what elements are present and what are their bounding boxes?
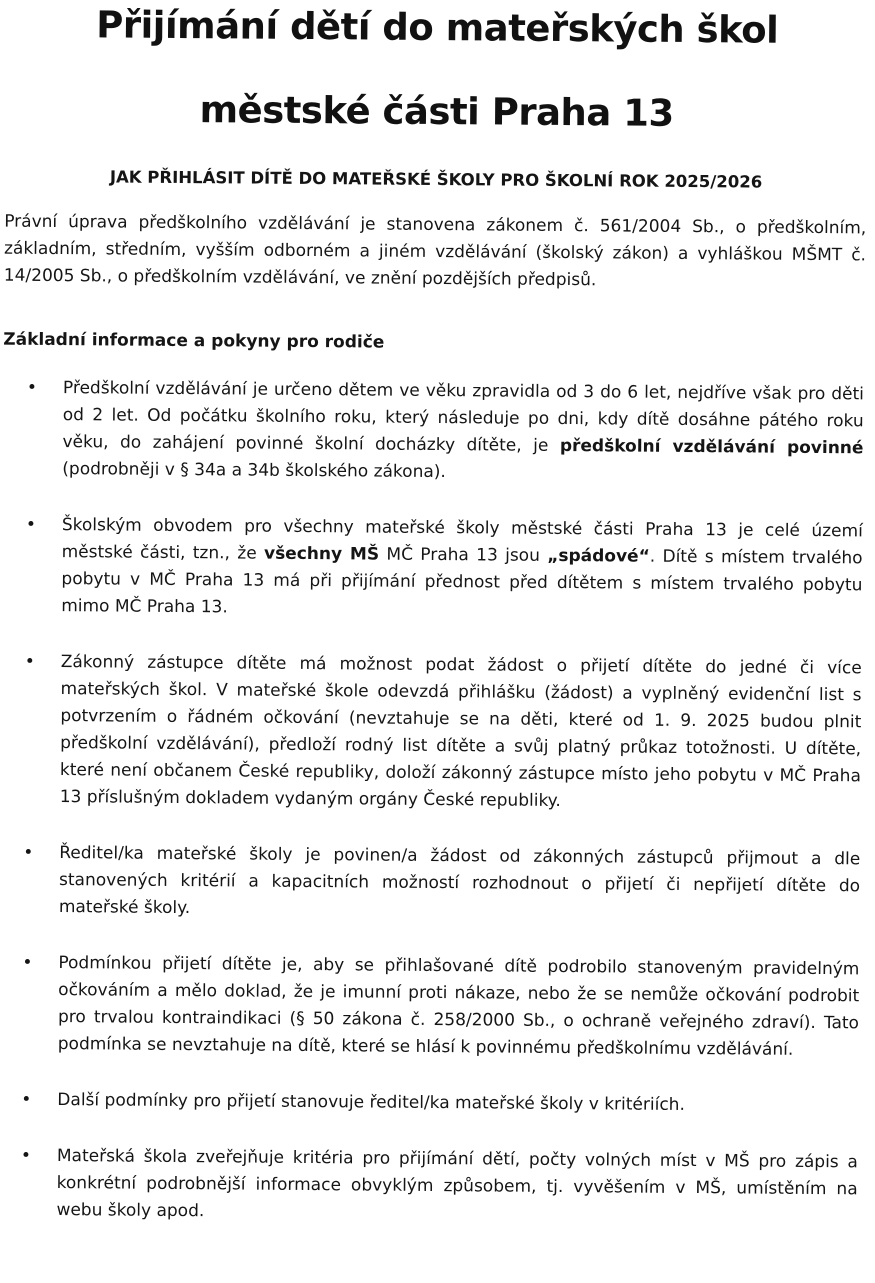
bullet-icon: • [26, 377, 38, 398]
rule-emphasis: předškolní vzdělávání povinné [559, 435, 864, 459]
rule-text: Ředitel/ka mateřské školy je povinen/a žádost od zákonných zástupců přijmout a dle stanovených kritérií a kapacitních možností rozhodnout o přijetí či nepřijetí dítěte do mateřské školy. [58, 843, 861, 919]
bullet-icon: • [24, 651, 35, 672]
bullet-icon: • [20, 1145, 32, 1166]
rule-text: Školským obvodem pro všechny mateřské školy městské části Praha 13 je celé území městské části, tzn., že [61, 515, 863, 564]
document-title-line-1: Přijímání dětí do mateřských škol [96, 3, 779, 52]
rules-list [12, 375, 864, 1260]
rule-emphasis: všechny MŠ [263, 543, 380, 565]
rule-text: MČ Praha 13 jsou [379, 544, 548, 566]
rule-item-7 [12, 1143, 858, 1231]
rule-emphasis: „spádové“ [547, 545, 650, 567]
rule-text: Další podmínky pro přijetí stanovuje ředitel/ka mateřské školy v kritériích. [57, 1090, 685, 1115]
rule-item-3 [16, 649, 862, 818]
document-title-line-2: městské části Praha 13 [199, 88, 674, 135]
bullet-icon: • [25, 514, 36, 535]
legal-intro-paragraph: Právní úprava předškolního vzdělávání je stanovena zákonem č. 561/2004 Sb., o předškolním, základním, středním, vyšším odborném a jiném vzdělávání (školský zákon) a vyhláškou MŠMT č. 14/2005 Sb., o předškolním vzdělávání, ve znění pozdějších předpisů. [3, 211, 867, 291]
bullet-icon: • [22, 952, 33, 973]
rule-text: Mateřská škola zveřejňuje kritéria pro přijímání dětí, počty volných míst v MŠ pro zápis a konkrétní podrobnější informace obvyklým způsobem, tj. vyvěšením v MŠ, umístěním na webu školy apod. [56, 1146, 858, 1222]
rule-item-2 [17, 512, 863, 627]
rule-text: Předškolní vzdělávání je určeno dětem ve věku zpravidla od 3 do 6 let, nejdříve však pro děti od 2 let. Od počátku školního roku, který následuje po dni, kdy dítě dosáhne pátého roku věku, do zahájení povinné školní docházky dítěte, je [62, 378, 864, 456]
bullet-icon: • [21, 1089, 32, 1110]
bullet-icon: • [23, 842, 34, 863]
rule-item-5 [14, 950, 860, 1065]
rule-item-4 [15, 840, 861, 928]
rule-text: Zákonný zástupce dítěte má možnost podat žádost o přijetí dítěte do jedné či více mateřských škol. V mateřské škole odevzdá přihlášku (žádost) a vyplněný evidenční list s potvrzením o řádném očkování (nevztahuje se na děti, které od 1. 9. 2025 budou plnit předškolní vzdělávání), předloží rodný list dítěte a svůj platný průkaz totožnosti. U dítěte, které není občanem České republiky, doloží zákonný zástupce místo jeho pobytu v MČ Praha 13 příslušným dokladem vydaným orgány České republiky. [59, 652, 862, 811]
rule-item-6 [13, 1087, 858, 1121]
document-subtitle: JAK PŘIHLÁSIT DÍTĚ DO MATEŘSKÉ ŠKOLY PRO ŠKOLNÍ ROK 2025/2026 [109, 167, 763, 192]
rule-text: (podrobněji v § 34a a 34b školského zákona). [62, 459, 446, 483]
rule-item-1 [18, 375, 864, 490]
section-heading: Základní informace a pokyny pro rodiče [3, 329, 385, 353]
rule-text: Podmínkou přijetí dítěte je, aby se přihlašované dítě podrobilo stanoveným pravidelným očkováním a mělo doklad, že je imunní proti nákaze, nebo že se nemůže očkování podrobit pro trvalou kontraindikaci (§ 50 zákona č. 258/2000 Sb., o ochraně veřejného zdraví). Tato podmínka se nevztahuje na dítě, které se hlásí k povinnému předškolnímu vzdělávání. [57, 953, 860, 1060]
rule-text: . Dítě s místem trvalého pobytu v MČ Praha 13 má při přijímání přednost před dítětem s místem trvalého pobytu mimo MČ Praha 13. [61, 546, 863, 618]
